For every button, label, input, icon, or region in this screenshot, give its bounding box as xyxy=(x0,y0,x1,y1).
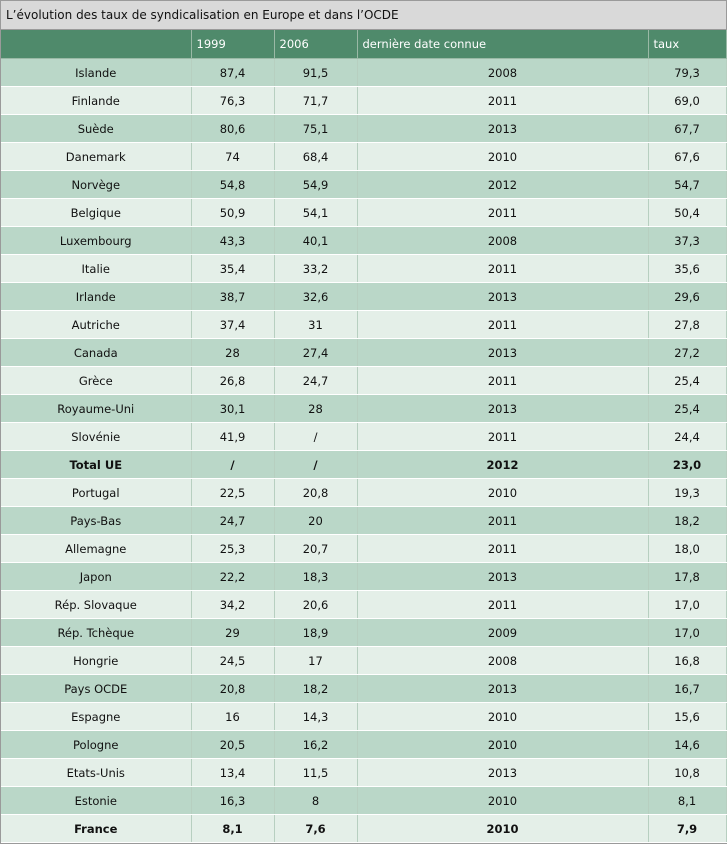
country-cell: Japon xyxy=(1,563,191,591)
country-cell: Royaume-Uni xyxy=(1,395,191,423)
country-cell: Canada xyxy=(1,339,191,367)
table-row xyxy=(1,619,726,647)
rate-cell: 54,7 xyxy=(648,171,726,199)
rate-cell: 14,6 xyxy=(648,731,726,759)
last-date-cell: 2011 xyxy=(357,591,648,619)
country-cell: Etats-Unis xyxy=(1,759,191,787)
value-1999-cell: 22,5 xyxy=(191,479,274,507)
country-cell: Suède xyxy=(1,115,191,143)
table-row xyxy=(1,479,726,507)
country-cell: Pays OCDE xyxy=(1,675,191,703)
value-2006-cell: 27,4 xyxy=(274,339,357,367)
rate-cell: 29,6 xyxy=(648,283,726,311)
last-date-cell: 2013 xyxy=(357,675,648,703)
table-row xyxy=(1,675,726,703)
value-2006-cell: 20,7 xyxy=(274,535,357,563)
country-cell: Italie xyxy=(1,255,191,283)
last-date-cell: 2009 xyxy=(357,619,648,647)
syndicalisation-table xyxy=(1,30,727,843)
rate-cell: 23,0 xyxy=(648,451,726,479)
value-2006-cell: 14,3 xyxy=(274,703,357,731)
value-2006-cell: 71,7 xyxy=(274,87,357,115)
last-date-cell: 2013 xyxy=(357,339,648,367)
country-cell: Norvège xyxy=(1,171,191,199)
rate-cell: 17,0 xyxy=(648,619,726,647)
value-1999-cell: 24,7 xyxy=(191,507,274,535)
country-cell: Hongrie xyxy=(1,647,191,675)
table-row xyxy=(1,395,726,423)
value-2006-cell: 18,3 xyxy=(274,563,357,591)
value-1999-cell: 28 xyxy=(191,339,274,367)
rate-cell: 7,9 xyxy=(648,815,726,843)
table-row xyxy=(1,87,726,115)
header-last-date: dernière date connue xyxy=(357,30,648,59)
rate-cell: 16,8 xyxy=(648,647,726,675)
value-1999-cell: 24,5 xyxy=(191,647,274,675)
last-date-cell: 2008 xyxy=(357,59,648,87)
value-1999-cell: 74 xyxy=(191,143,274,171)
table-row xyxy=(1,283,726,311)
last-date-cell: 2010 xyxy=(357,787,648,815)
table-row xyxy=(1,451,726,479)
last-date-cell: 2012 xyxy=(357,171,648,199)
value-2006-cell: 54,1 xyxy=(274,199,357,227)
country-cell: Rép. Tchèque xyxy=(1,619,191,647)
last-date-cell: 2011 xyxy=(357,199,648,227)
rate-cell: 69,0 xyxy=(648,87,726,115)
last-date-cell: 2013 xyxy=(357,395,648,423)
country-cell: Luxembourg xyxy=(1,227,191,255)
value-2006-cell: 16,2 xyxy=(274,731,357,759)
value-1999-cell: / xyxy=(191,451,274,479)
rate-cell: 50,4 xyxy=(648,199,726,227)
header-rate: taux xyxy=(648,30,726,59)
value-1999-cell: 13,4 xyxy=(191,759,274,787)
table-row xyxy=(1,507,726,535)
value-2006-cell: / xyxy=(274,423,357,451)
rate-cell: 8,1 xyxy=(648,787,726,815)
value-1999-cell: 26,8 xyxy=(191,367,274,395)
value-1999-cell: 54,8 xyxy=(191,171,274,199)
table-row xyxy=(1,787,726,815)
table-row xyxy=(1,171,726,199)
value-1999-cell: 20,5 xyxy=(191,731,274,759)
last-date-cell: 2010 xyxy=(357,143,648,171)
table-body xyxy=(1,59,726,843)
last-date-cell: 2011 xyxy=(357,255,648,283)
table-row xyxy=(1,227,726,255)
last-date-cell: 2012 xyxy=(357,451,648,479)
rate-cell: 67,6 xyxy=(648,143,726,171)
value-2006-cell: 33,2 xyxy=(274,255,357,283)
country-cell: Espagne xyxy=(1,703,191,731)
table-row xyxy=(1,311,726,339)
value-2006-cell: 91,5 xyxy=(274,59,357,87)
value-2006-cell: 75,1 xyxy=(274,115,357,143)
value-2006-cell: 17 xyxy=(274,647,357,675)
value-1999-cell: 29 xyxy=(191,619,274,647)
last-date-cell: 2008 xyxy=(357,647,648,675)
country-cell: Total UE xyxy=(1,451,191,479)
table-row xyxy=(1,255,726,283)
table-row xyxy=(1,423,726,451)
last-date-cell: 2013 xyxy=(357,115,648,143)
value-1999-cell: 80,6 xyxy=(191,115,274,143)
last-date-cell: 2010 xyxy=(357,703,648,731)
country-cell: Pologne xyxy=(1,731,191,759)
table-row xyxy=(1,59,726,87)
rate-cell: 27,2 xyxy=(648,339,726,367)
table-row xyxy=(1,731,726,759)
value-2006-cell: 68,4 xyxy=(274,143,357,171)
value-1999-cell: 16,3 xyxy=(191,787,274,815)
rate-cell: 16,7 xyxy=(648,675,726,703)
rate-cell: 19,3 xyxy=(648,479,726,507)
value-2006-cell: 40,1 xyxy=(274,227,357,255)
rate-cell: 18,0 xyxy=(648,535,726,563)
rate-cell: 18,2 xyxy=(648,507,726,535)
country-cell: Portugal xyxy=(1,479,191,507)
last-date-cell: 2011 xyxy=(357,535,648,563)
last-date-cell: 2008 xyxy=(357,227,648,255)
table-row xyxy=(1,815,726,843)
value-2006-cell: 18,2 xyxy=(274,675,357,703)
table-row xyxy=(1,115,726,143)
value-2006-cell: 11,5 xyxy=(274,759,357,787)
table-title: L’évolution des taux de syndicalisation en Europe et dans l’OCDE xyxy=(1,1,726,30)
header-row xyxy=(1,30,726,59)
value-2006-cell: 54,9 xyxy=(274,171,357,199)
last-date-cell: 2010 xyxy=(357,731,648,759)
country-cell: Autriche xyxy=(1,311,191,339)
last-date-cell: 2011 xyxy=(357,507,648,535)
value-1999-cell: 16 xyxy=(191,703,274,731)
last-date-cell: 2011 xyxy=(357,87,648,115)
value-2006-cell: 24,7 xyxy=(274,367,357,395)
country-cell: France xyxy=(1,815,191,843)
last-date-cell: 2013 xyxy=(357,759,648,787)
value-2006-cell: 20,6 xyxy=(274,591,357,619)
last-date-cell: 2013 xyxy=(357,563,648,591)
value-1999-cell: 76,3 xyxy=(191,87,274,115)
value-2006-cell: 8 xyxy=(274,787,357,815)
value-1999-cell: 20,8 xyxy=(191,675,274,703)
rate-cell: 10,8 xyxy=(648,759,726,787)
table-row xyxy=(1,367,726,395)
value-2006-cell: 28 xyxy=(274,395,357,423)
value-2006-cell: 20 xyxy=(274,507,357,535)
value-1999-cell: 8,1 xyxy=(191,815,274,843)
country-cell: Allemagne xyxy=(1,535,191,563)
country-cell: Estonie xyxy=(1,787,191,815)
table-row xyxy=(1,759,726,787)
country-cell: Finlande xyxy=(1,87,191,115)
rate-cell: 37,3 xyxy=(648,227,726,255)
last-date-cell: 2010 xyxy=(357,815,648,843)
rate-cell: 24,4 xyxy=(648,423,726,451)
rate-cell: 67,7 xyxy=(648,115,726,143)
rate-cell: 17,8 xyxy=(648,563,726,591)
value-2006-cell: 20,8 xyxy=(274,479,357,507)
value-1999-cell: 22,2 xyxy=(191,563,274,591)
header-country xyxy=(1,30,191,59)
value-1999-cell: 37,4 xyxy=(191,311,274,339)
value-2006-cell: 31 xyxy=(274,311,357,339)
value-1999-cell: 25,3 xyxy=(191,535,274,563)
rate-cell: 35,6 xyxy=(648,255,726,283)
rate-cell: 25,4 xyxy=(648,367,726,395)
value-2006-cell: 32,6 xyxy=(274,283,357,311)
table-row xyxy=(1,199,726,227)
country-cell: Irlande xyxy=(1,283,191,311)
value-1999-cell: 41,9 xyxy=(191,423,274,451)
country-cell: Rép. Slovaque xyxy=(1,591,191,619)
last-date-cell: 2010 xyxy=(357,479,648,507)
rate-cell: 27,8 xyxy=(648,311,726,339)
value-2006-cell: / xyxy=(274,451,357,479)
value-2006-cell: 18,9 xyxy=(274,619,357,647)
value-2006-cell: 7,6 xyxy=(274,815,357,843)
country-cell: Grèce xyxy=(1,367,191,395)
rate-cell: 15,6 xyxy=(648,703,726,731)
country-cell: Islande xyxy=(1,59,191,87)
country-cell: Pays-Bas xyxy=(1,507,191,535)
rate-cell: 79,3 xyxy=(648,59,726,87)
value-1999-cell: 87,4 xyxy=(191,59,274,87)
table-row xyxy=(1,535,726,563)
value-1999-cell: 34,2 xyxy=(191,591,274,619)
country-cell: Danemark xyxy=(1,143,191,171)
country-cell: Belgique xyxy=(1,199,191,227)
value-1999-cell: 30,1 xyxy=(191,395,274,423)
value-1999-cell: 50,9 xyxy=(191,199,274,227)
table-row xyxy=(1,647,726,675)
table-row xyxy=(1,339,726,367)
country-cell: Slovénie xyxy=(1,423,191,451)
header-1999: 1999 xyxy=(191,30,274,59)
table-row xyxy=(1,563,726,591)
table-row xyxy=(1,591,726,619)
last-date-cell: 2011 xyxy=(357,311,648,339)
table-row xyxy=(1,143,726,171)
value-1999-cell: 43,3 xyxy=(191,227,274,255)
last-date-cell: 2013 xyxy=(357,283,648,311)
value-1999-cell: 35,4 xyxy=(191,255,274,283)
rate-cell: 17,0 xyxy=(648,591,726,619)
rate-cell: 25,4 xyxy=(648,395,726,423)
table-row xyxy=(1,703,726,731)
value-1999-cell: 38,7 xyxy=(191,283,274,311)
header-2006: 2006 xyxy=(274,30,357,59)
last-date-cell: 2011 xyxy=(357,423,648,451)
last-date-cell: 2011 xyxy=(357,367,648,395)
